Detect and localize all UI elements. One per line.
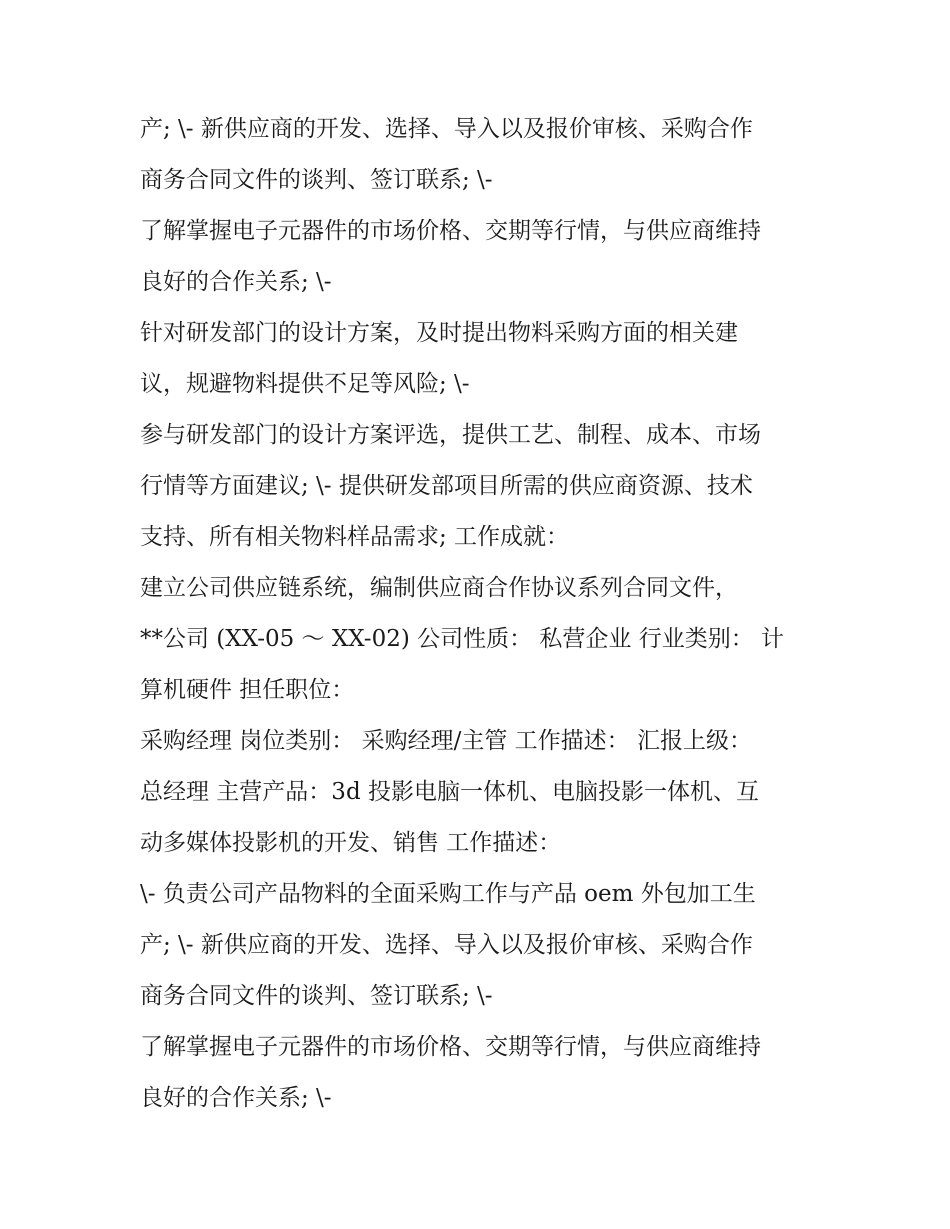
text-line: 良好的合作关系; \- — [140, 1085, 332, 1111]
text-line: 了解掌握电子元器件的市场价格、交期等行情，与供应商维持 — [140, 1034, 761, 1060]
text-line: 参与研发部门的设计方案评选，提供工艺、制程、成本、市场 — [140, 422, 761, 448]
text-line: 建立公司供应链系统，编制供应商合作协议系列合同文件， — [140, 575, 738, 601]
text-line: 了解掌握电子元器件的市场价格、交期等行情，与供应商维持 — [140, 218, 761, 244]
text-line: 议，规避物料提供不足等风险; \- — [140, 371, 470, 397]
text-line: 商务合同文件的谈判、签订联系; \- — [140, 167, 493, 193]
text-line: 产; \- 新供应商的开发、选择、导入以及报价审核、采购合作 — [140, 116, 753, 142]
text-line: 良好的合作关系; \- — [140, 269, 332, 295]
text-line: 行情等方面建议; \- 提供研发部项目所需的供应商资源、技术 — [140, 473, 753, 499]
document-body — [140, 104, 820, 1124]
text-line: 产; \- 新供应商的开发、选择、导入以及报价审核、采购合作 — [140, 932, 753, 958]
text-line: 支持、所有相关物料样品需求; 工作成就： — [140, 524, 570, 550]
text-line: 商务合同文件的谈判、签订联系; \- — [140, 983, 493, 1009]
text-line: \- 负责公司产品物料的全面采购工作与产品 oem 外包加工生 — [140, 881, 756, 907]
text-line: 采购经理 岗位类别： 采购经理/主管 工作描述： 汇报上级： — [140, 728, 752, 754]
text-line: **公司 (XX-05 ～ XX-02) 公司性质： 私营企业 行业类别： 计 — [140, 626, 785, 652]
text-line: 总经理 主营产品：3d 投影电脑一体机、电脑投影一体机、互 — [140, 779, 759, 805]
text-line: 算机硬件 担任职位： — [140, 677, 355, 703]
text-line: 动多媒体投影机的开发、销售 工作描述： — [140, 830, 562, 856]
text-line: 针对研发部门的设计方案，及时提出物料采购方面的相关建 — [140, 320, 738, 346]
